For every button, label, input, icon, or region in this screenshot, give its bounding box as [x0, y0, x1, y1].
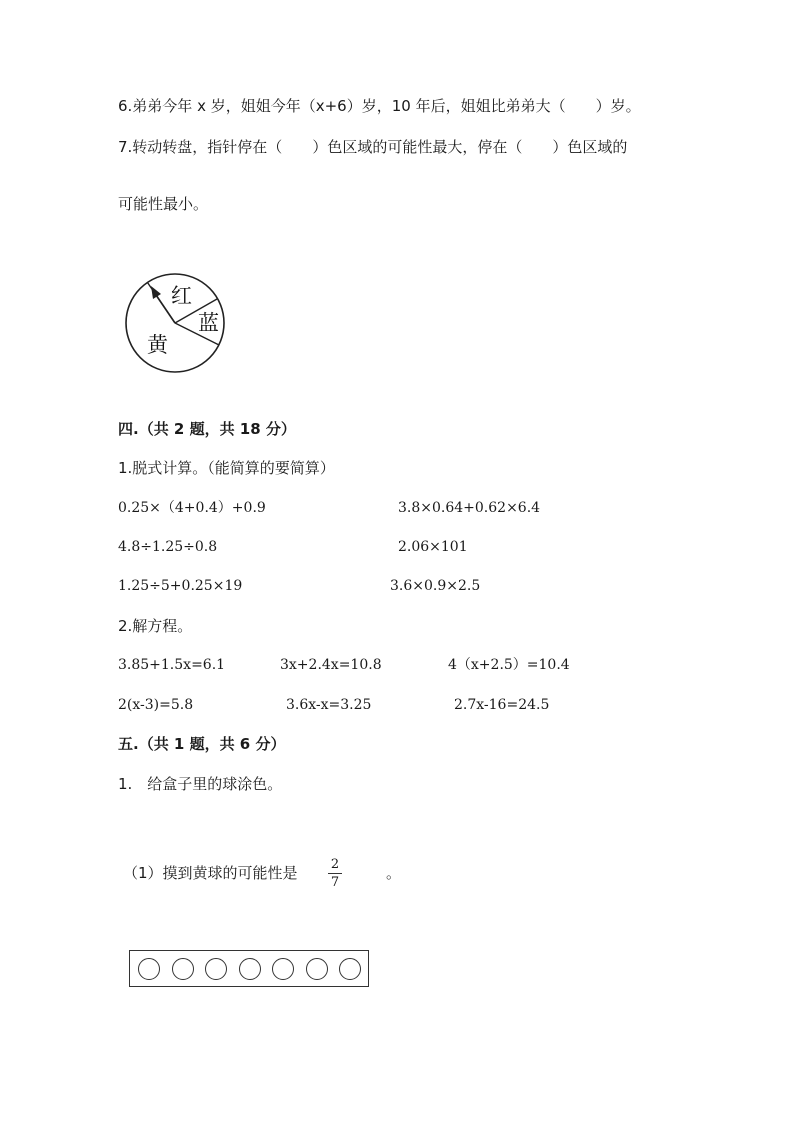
- calc-3b: 3.6×0.9×2.5: [390, 578, 481, 594]
- spinner-label-red: 红: [171, 284, 192, 308]
- ball-2[interactable]: [172, 958, 194, 980]
- ball-3[interactable]: [205, 958, 227, 980]
- spinner-pointer-arrow-icon: [151, 286, 161, 299]
- calc-instructions: 1.脱式计算。（能简算的要简算）: [118, 459, 335, 477]
- ball-box: [129, 950, 369, 987]
- section-5-title: 五.（共 1 题，共 6 分）: [118, 735, 286, 753]
- ball-7[interactable]: [339, 958, 361, 980]
- calc-1b: 3.8×0.64+0.62×6.4: [398, 500, 541, 516]
- question-7-line-2: 可能性最小。: [118, 195, 209, 213]
- fraction-bar: [328, 873, 342, 874]
- calc-2b: 2.06×101: [398, 539, 468, 555]
- ball-5[interactable]: [272, 958, 294, 980]
- calc-3a: 1.25÷5+0.25×19: [118, 578, 243, 594]
- ball-1[interactable]: [138, 958, 160, 980]
- spinner-wheel: [122, 272, 232, 374]
- fraction-numerator: 2: [330, 857, 340, 872]
- probability-suffix: 。: [386, 864, 402, 882]
- equation-1a: 3.85+1.5x=6.1: [118, 657, 226, 673]
- spinner-label-yellow: 黄: [147, 333, 168, 357]
- fraction-denominator: 7: [330, 875, 340, 890]
- equation-1b: 3x+2.4x=10.8: [280, 657, 382, 673]
- equation-2c: 2.7x-16=24.5: [454, 697, 550, 713]
- question-6: 6.弟弟今年 x 岁，姐姐今年（x+6）岁，10 年后，姐姐比弟弟大（ ）岁。: [118, 97, 641, 115]
- calc-1a: 0.25×（4+0.4）+0.9: [118, 500, 266, 516]
- section-4-title: 四.（共 2 题，共 18 分）: [118, 420, 296, 438]
- question-7-line-1: 7.转动转盘，指针停在（ ）色区域的可能性最大，停在（ ）色区域的: [118, 138, 628, 156]
- calc-2a: 4.8÷1.25÷0.8: [118, 539, 218, 555]
- equation-2a: 2(x-3)=5.8: [118, 697, 194, 713]
- probability-prompt: （1）摸到黄球的可能性是: [123, 864, 298, 882]
- spinner-label-blue: 蓝: [198, 311, 219, 335]
- ball-4[interactable]: [239, 958, 261, 980]
- equation-instructions: 2.解方程。: [118, 617, 193, 635]
- equation-2b: 3.6x-x=3.25: [286, 697, 372, 713]
- equation-1c: 4（x+2.5）=10.4: [448, 657, 570, 673]
- probability-fraction: [328, 857, 342, 890]
- ball-6[interactable]: [306, 958, 328, 980]
- coloring-instructions: 1. 给盒子里的球涂色。: [118, 775, 283, 793]
